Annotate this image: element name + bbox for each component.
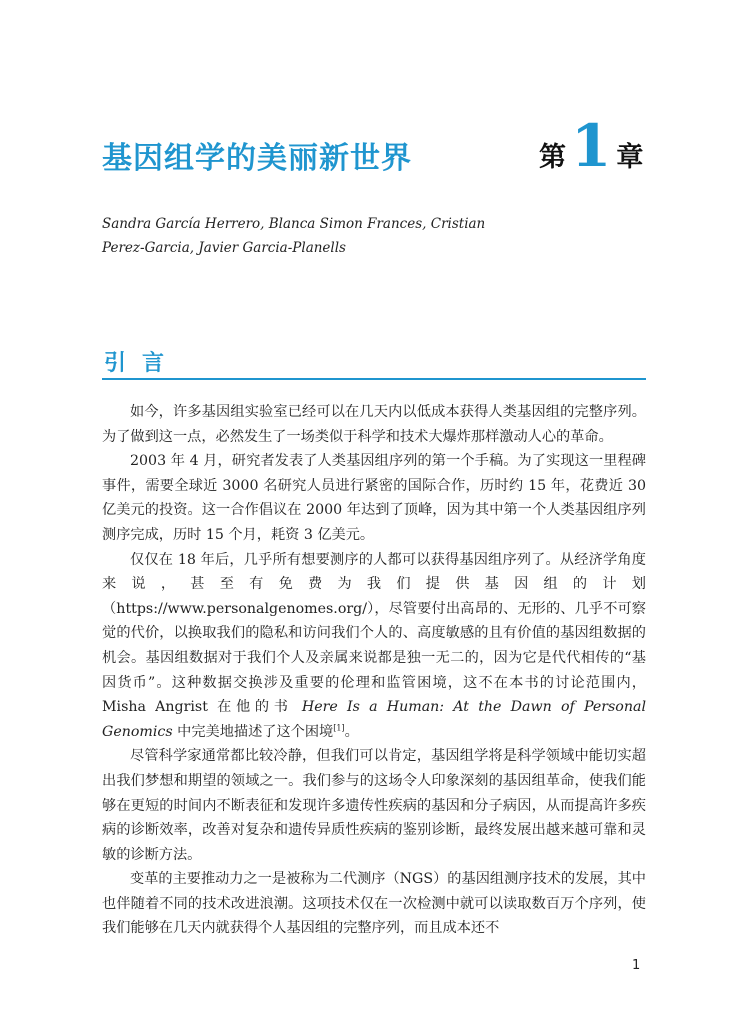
author-line-1: Sandra García Herrero, Blanca Simon Frances, Cristian — [102, 216, 486, 232]
body-text — [102, 400, 646, 941]
chapter-label-suffix: 章 — [616, 142, 644, 173]
section-divider — [102, 378, 646, 380]
page-number: 1 — [632, 958, 641, 973]
book-title: Here Is a Human: At the Dawn of Personal Genomics — [102, 699, 646, 740]
paragraph-3-end: 。 — [344, 723, 359, 740]
paragraph-3 — [102, 548, 646, 745]
chapter-label-prefix: 第 — [539, 142, 566, 173]
chapter-number: 1 — [571, 112, 612, 180]
chapter-label — [539, 112, 644, 180]
reference-marker[interactable]: [1] — [333, 722, 345, 732]
paragraph-5: 变革的主要推动力之一是被称为二代测序（NGS）的基因组测序技术的发展，其中也伴随着不同的技术改进浪潮。这项技术仅在一次检测中就可以读取数百万个序列，使我们能够在几天内就获得个人基因组的完整序列，而且成本还不 — [102, 871, 646, 937]
paragraph-1: 如今，许多基因组实验室已经可以在几天内以低成本获得人类基因组的完整序列。为了做到这一点，必然发生了一场类似于科学和技术大爆炸那样激动人心的革命。 — [102, 404, 646, 445]
paragraph-4: 尽管科学家通常都比较冷静，但我们可以肯定，基因组学将是科学领域中能切实超出我们梦想和期望的领域之一。我们参与的这场令人印象深刻的基因组革命，使我们能够在更短的时间内不断表征和发现许多遗传性疾病的基因和分子病因，从而提高许多疾病的诊断效率，改善对复杂和遗传异质性疾病的鉴别诊断，最终发展出越来越可靠和灵敏的诊断方法。 — [102, 748, 646, 863]
section-heading — [102, 350, 646, 380]
author-list — [102, 212, 542, 260]
paragraph-3-text-cont: 中完美地描述了这个困境 — [172, 723, 334, 740]
section-title: 引言 — [104, 351, 181, 376]
paragraph-2: 2003 年 4 月，研究者发表了人类基因组序列的第一个手稿。为了实现这一里程碑事件，需要全球近 3000 名研究人员进行紧密的国际合作，历时约 15 年，花费近 30 亿美元的投资。这一合作倡议在 2000 年达到了顶峰，因为其中第一个人类基因组序列测序完成，历时 15 个月，耗资 3 亿美元。 — [102, 453, 646, 543]
paragraph-3-text: 仅仅在 18 年后，几乎所有想要测序的人都可以获得基因组序列了。从经济学角度来说，甚至有免费为我们提供基因组的计划（https://www.personalgenomes.org/），尽管要付出高昂的、无形的、几乎不可察觉的代价，以换取我们的隐私和访问我们个人的、高度敏感的且有价值的基因组数据的机会。基因组数据对于我们个人及亲属来说都是独一无二的，因为它是代代相传的“基因货币”。这种数据交换涉及重要的伦理和监管困境，这不在本书的讨论范围内，Misha Angrist 在他的书 — [102, 551, 646, 716]
author-line-2: Perez-Garcia, Javier Garcia-Planells — [102, 240, 346, 256]
chapter-title: 基因组学的美丽新世界 — [102, 141, 412, 176]
